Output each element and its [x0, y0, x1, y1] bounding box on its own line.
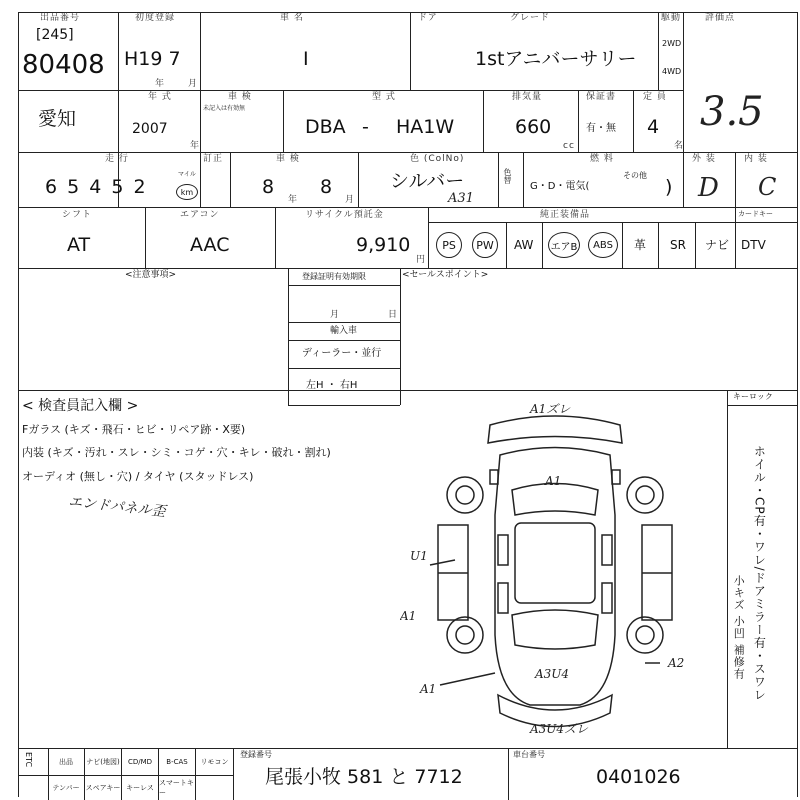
import-label: 輸入車 [330, 326, 358, 336]
cc-suffix: cc [563, 141, 575, 151]
car-name-label: 車 名 [280, 13, 304, 23]
car-name: I [303, 48, 309, 70]
inspection-month: 8 [320, 176, 333, 198]
grade: 1stアニバーサリー [475, 48, 637, 70]
footer-cell: B-CAS [159, 748, 196, 775]
mirror-left [490, 470, 498, 484]
warranty: 有・無 [586, 123, 616, 134]
equip-pw: PW [476, 238, 494, 252]
col-line [233, 748, 234, 800]
col-line [200, 152, 201, 207]
row-line [18, 152, 797, 153]
wheel-rl [447, 617, 483, 653]
row-line [288, 368, 400, 369]
equip-ps: PS [442, 238, 456, 252]
type-label: 型 式 [372, 92, 396, 102]
wheel-rr [627, 617, 663, 653]
mark-a1-left: A1 [400, 609, 417, 623]
reg-expiry-month: 月 [330, 310, 341, 320]
ac-label: エアコン [180, 210, 220, 220]
exterior-grade: D [698, 173, 719, 203]
repaint-label: 色替 [503, 168, 512, 184]
roof [515, 523, 595, 603]
mark-a1-hood: A1 [545, 474, 562, 488]
col-line [483, 90, 484, 152]
score-label: 評価点 [705, 13, 736, 23]
mark-a1-bottom: A1 [420, 682, 437, 696]
footer-cell: リモコン [200, 757, 229, 766]
plate-label: 登録番号 [240, 750, 272, 759]
fuel-other: その他 [623, 171, 647, 180]
wheel-fl [447, 477, 483, 513]
side-notes-2: 小キズ 小凹 補修有 [732, 575, 746, 680]
footer-cell: 出品 [48, 748, 85, 775]
air-conditioner: AAC [190, 234, 230, 256]
year-suffix: 年 [155, 79, 166, 89]
inspection-expiry-label: 車 検 [276, 154, 300, 164]
col-line [230, 152, 231, 207]
inspector-title: < 検査員記入欄 > [22, 398, 139, 414]
keylock-label: キーロック [733, 392, 773, 401]
row-line [428, 222, 797, 223]
windshield-line: Fガラス (キズ・飛石・ヒビ・リペア跡・X要) [22, 423, 246, 436]
equip-navi: ナビ [705, 238, 730, 252]
footer-cell: ナビ(地図) [85, 748, 122, 775]
license-plate: 尾張小牧 581 と 7712 [265, 766, 463, 788]
row-line [288, 285, 400, 286]
recycle-deposit: 9,910 [356, 234, 411, 256]
col-line [542, 222, 543, 268]
displacement: 660 [515, 116, 552, 138]
col-line [695, 222, 696, 268]
shift-label: シフト [62, 210, 93, 220]
wheel-fr [627, 477, 663, 513]
footer-options-grid [48, 748, 233, 800]
exhibit-no-label: 出品番号 [40, 13, 81, 23]
col-line [200, 12, 201, 90]
rear-glass [512, 610, 598, 649]
col-line [578, 90, 579, 152]
drive-label: 駆動 [661, 13, 682, 23]
interior-label: 内 装 [744, 154, 768, 164]
model-code: HA1W [396, 116, 455, 138]
footer-side-label: ETC [24, 752, 33, 768]
capacity-suffix: 名 [674, 141, 685, 151]
capacity-label: 定 員 [643, 92, 667, 102]
col-line [400, 268, 401, 405]
first-registration: H19 7 [124, 48, 181, 70]
footer-cell: テンパー [48, 775, 85, 800]
row-line [18, 207, 797, 208]
col-line [283, 90, 284, 152]
col-line [275, 207, 276, 268]
mirror-right [612, 470, 620, 484]
equip-pw-circled [472, 232, 498, 258]
col-line [410, 12, 411, 90]
warranty-label: 保証書 [586, 92, 617, 102]
inspection-label: 車 検 [228, 92, 252, 102]
mileage: 6 5 4 5 2 [45, 176, 148, 198]
fuel-close: ) [665, 176, 673, 198]
handle-side: 左H ・ 右H [306, 380, 358, 391]
model-year-suffix: 年 [190, 141, 201, 151]
mark-a3u4: A3U4 [535, 667, 570, 681]
evaluation-score: 3.5 [700, 89, 764, 135]
inspection-year: 8 [262, 176, 275, 198]
col-line [658, 12, 659, 90]
drive-4wd: 4WD [662, 67, 682, 76]
equip-airbag-circled [548, 232, 580, 258]
equip-abs: ABS [593, 239, 613, 251]
col-line [506, 222, 507, 268]
frame-left [18, 12, 19, 797]
side-notes: ホイル・CP有・ワレ/ドアミラー有・スワレ [752, 445, 767, 702]
vehicle-diagram [400, 395, 730, 745]
reg-expiry-label: 登録証明有効期限 [302, 272, 366, 281]
dealer-parallel: ディーラー・並行 [302, 348, 382, 359]
col-line [498, 152, 499, 207]
door-label: ドア [418, 13, 438, 23]
mark-a2: A2 [668, 656, 685, 670]
unit-km-circled [176, 184, 198, 200]
row-line [18, 390, 797, 391]
col-line [683, 152, 684, 207]
equip-ps-circled [436, 232, 462, 258]
footer-cell-empty [196, 775, 233, 800]
exterior-label: 外 装 [692, 154, 716, 164]
col-line [200, 90, 201, 152]
footer-cell: スマートキー [159, 775, 196, 800]
drive-2wd: 2WD [662, 39, 682, 48]
capacity: 4 [647, 116, 660, 138]
interior-grade: C [758, 173, 777, 201]
unit-mile: マイル [178, 171, 196, 178]
fuel-label: 燃 料 [590, 154, 614, 164]
col-line [735, 207, 736, 268]
col-line [622, 222, 623, 268]
card-key-label: カードキー [738, 210, 773, 218]
col-line [523, 152, 524, 207]
fuel: G・D・電気( [530, 181, 590, 192]
color-code: A31 [448, 191, 474, 206]
col-line [633, 90, 634, 152]
col-line [683, 12, 684, 152]
col-line [658, 222, 659, 268]
month-suffix: 月 [188, 79, 199, 89]
mark-a1-top: A1ズレ [530, 402, 571, 416]
mark-u1: U1 [410, 549, 428, 563]
mark-a3u4-zure: A3U4ズレ [530, 722, 589, 736]
chassis-number: 0401026 [596, 766, 681, 788]
equip-leather: 革 [634, 238, 647, 252]
audio-tire-line: オーディオ (無し・穴) / タイヤ (スタッドレス) [22, 470, 254, 483]
row-line [727, 405, 797, 406]
col-line [288, 268, 289, 405]
footer-cell: スペアキー [85, 775, 122, 800]
model-year: 2007 [132, 121, 168, 137]
displacement-label: 排気量 [512, 92, 543, 102]
recycle-label: リサイクル預託金 [305, 210, 384, 220]
chassis-label: 車台番号 [513, 750, 545, 759]
inspection-month-suffix: 月 [345, 195, 356, 205]
caution-label: <注意事項> [125, 270, 177, 280]
first-reg-label: 初度登録 [135, 13, 176, 23]
color: シルバー [390, 170, 465, 192]
model-year-label: 年 式 [148, 92, 172, 102]
unit-km: km [180, 187, 194, 197]
prefecture: 愛知 [38, 108, 77, 130]
equip-airbag: エアB [550, 241, 578, 253]
equip-sunroof: SR [670, 238, 686, 252]
col-line [358, 152, 359, 207]
exhibit-number: 80408 [22, 50, 105, 80]
model-dash: - [362, 116, 369, 138]
equip-abs-circled [588, 232, 618, 258]
mileage-label: 走 行 [105, 154, 129, 164]
equipment-label: 純正装備品 [540, 210, 591, 220]
handwritten-note: エンドパネル歪 [67, 493, 167, 521]
equip-dtv: DTV [741, 238, 766, 252]
sales-point-label: <セールスポイント> [402, 270, 489, 280]
footer-cell: CD/MD [122, 748, 159, 775]
windshield [512, 484, 598, 516]
yen-suffix: 円 [416, 255, 427, 265]
inspection-note: 未記入は有効無 [203, 105, 246, 112]
inspection-year-suffix: 年 [288, 195, 299, 205]
shift: AT [67, 234, 91, 256]
kizu-label: 訂正 [203, 154, 224, 164]
col-line [145, 207, 146, 268]
row-line [18, 268, 797, 269]
col-line [428, 207, 429, 268]
model-prefix: DBA [305, 116, 346, 138]
front-bumper [488, 416, 622, 443]
footer-cell: キーレス [122, 775, 159, 800]
lane-number: [245] [36, 27, 74, 43]
interior-line: 内装 (キズ・汚れ・スレ・シミ・コゲ・穴・キレ・破れ・割れ) [22, 446, 331, 459]
row-line [288, 340, 400, 341]
frame-right [797, 12, 798, 797]
row-line [288, 322, 400, 323]
col-line [508, 748, 509, 800]
color-label: 色 (ColNo) [410, 154, 465, 164]
reg-expiry-day: 日 [388, 310, 399, 320]
col-line [735, 152, 736, 207]
row-line [288, 405, 400, 406]
equip-aw: AW [514, 238, 534, 252]
grade-label: グレード [510, 13, 551, 23]
